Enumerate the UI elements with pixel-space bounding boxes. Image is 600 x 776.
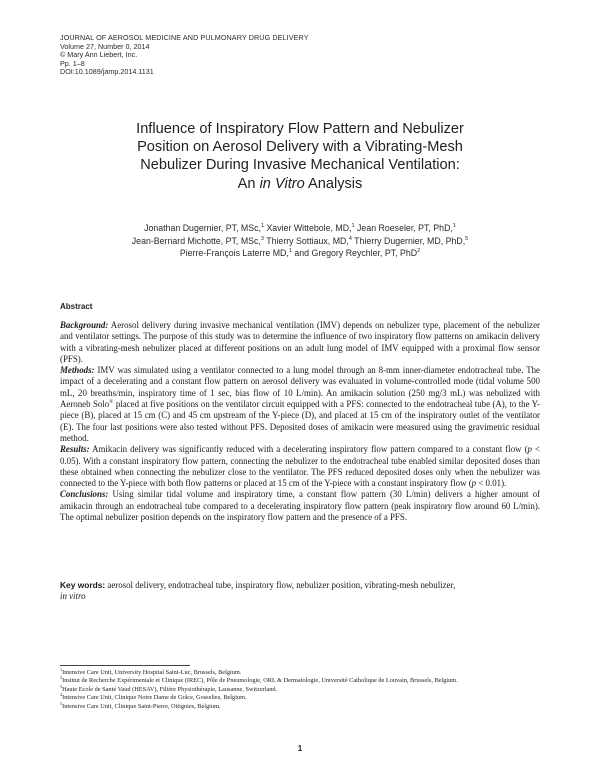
affil-number: 3 — [60, 683, 63, 689]
author: Jean Roeseler, PT, PhD, — [354, 223, 453, 233]
abstract-body — [60, 320, 540, 523]
title-text: An — [237, 175, 260, 192]
affil-mark: 1 — [288, 248, 292, 255]
journal-header — [60, 34, 309, 77]
article-title — [60, 120, 540, 193]
abstract-results — [60, 444, 540, 489]
results-label: Results: — [60, 444, 90, 455]
p-value-symbol: p — [471, 478, 477, 489]
affil-mark: 5 — [465, 235, 469, 242]
results-text: < 0.01). — [476, 478, 507, 489]
affil-mark: 1 — [260, 223, 264, 229]
author-line — [60, 235, 540, 248]
title-line: Influence of Inspiratory Flow Pattern and Nebulizer — [136, 121, 464, 137]
affil-text: Haute Ecole de Santé Vaud (HESAV), Filière Physiothérapie, Lausanne, Switzerland. — [62, 685, 278, 693]
abstract-methods — [60, 365, 540, 444]
keywords-label: Key words: — [60, 580, 106, 590]
affiliation — [60, 694, 540, 702]
affiliation — [60, 677, 540, 685]
methods-text: IMV was simulated using a ventilator connected to a lung model through an 8-mm inner-diameter endotracheal tube. The impact of a decelerating and a constant flow pattern on aerosol delivery was evaluated in volume-controlled mode (tidal volume 500 mL, 20 breaths/min, inspiratory time of 1 sec, bias flow of 10 L/min). An amikacin solution (250 mg/3 mL) was nebulized with Aeroneb Solo — [60, 365, 540, 410]
affiliation — [60, 700, 540, 711]
results-text: < 0.05). With a constant inspiratory flow pattern, connecting the nebulizer to the endotracheal tube enabled similar deposited doses than these obtained when connecting the nebulizer close to the ventilator. The PFS reduced deposited doses only when the nebulizer was connected to the Y-piece with both flow patterns or placed at 15 cm of the Y-piece with a constant inspiratory flow ( — [60, 444, 540, 489]
affil-mark: 4 — [348, 235, 352, 242]
p-value-symbol: p — [527, 444, 532, 455]
affil-mark: 1 — [452, 223, 456, 229]
abstract-heading: Abstract — [60, 302, 93, 311]
affil-mark: 2 — [417, 248, 421, 255]
title-line: Position on Aerosol Delivery with a Vibrating-Mesh — [137, 139, 463, 156]
author: Thierry Sottiaux, MD, — [263, 235, 349, 246]
affil-number: 2 — [60, 675, 63, 681]
abstract-conclusions — [60, 489, 540, 523]
title-line — [60, 175, 540, 193]
author-line — [60, 247, 540, 260]
author: Xavier Wittebole, MD, — [264, 223, 352, 233]
methods-label: Methods: — [60, 365, 95, 376]
page-number: 1 — [297, 744, 303, 753]
affil-text: Intensive Care Unit, Clinique Saint-Pierre, Ottignies, Belgium. — [62, 702, 221, 710]
journal-copyright: © Mary Ann Liebert, Inc. — [60, 50, 138, 60]
title-line: Nebulizer During Invasive Mechanical Ventilation: — [140, 157, 460, 174]
conclusions-label: Conclusions: — [60, 489, 109, 500]
title-text: Analysis — [304, 175, 363, 192]
author: and Gregory Reychler, PT, PhD — [291, 248, 418, 259]
author: Thierry Dugernier, MD, PhD, — [351, 235, 466, 246]
registered-mark: ® — [109, 399, 114, 406]
abstract-background — [60, 320, 540, 365]
journal-volume: Volume 27, Number 0, 2014 — [60, 41, 150, 51]
journal-name: JOURNAL OF AEROSOL MEDICINE AND PULMONARY DRUG DELIVERY — [60, 33, 309, 42]
author: Jonathan Dugernier, PT, MSc, — [144, 223, 261, 233]
conclusions-text: Using similar tidal volume and inspiratory time, a constant flow pattern (30 L/min) delivers a higher amount of amikacin through an endotracheal tube compared to a decelerating inspiratory flow pattern (peak inspiratory flow around 60 L/min). The optimal nebulizer position depends on the inspiratory flow pattern and the presence of a PFS. — [60, 489, 540, 523]
affiliations — [60, 669, 540, 711]
affil-text: Intensive Care Unit, Clinique Notre Dame de Grâce, Gosselies, Belgium. — [62, 694, 247, 702]
footnote-divider — [60, 665, 190, 666]
affil-mark: 1 — [351, 223, 355, 229]
journal-pages: Pp. 1–8 — [60, 58, 85, 68]
background-text: Aerosol delivery during invasive mechanical ventilation (IMV) depends on nebulizer type, placement of the nebulizer and ventilator settings. The purpose of this study was to determine the influence of two inspiratory flow patterns on amikacin delivery with a vibrating-mesh nebulizer placed at different positions on an adult lung model of IMV equipped with a proximal flow sensor (PFS). — [60, 320, 540, 364]
title-italic: in Vitro — [259, 175, 305, 192]
affil-text: Intensive Care Unit, University Hospital Saint-Luc, Brussels, Belgium. — [62, 669, 242, 676]
keywords-text: aerosol delivery, endotracheal tube, inspiratory flow, nebulizer position, vibrating-mesh nebulizer, — [105, 580, 456, 590]
author: Jean-Bernard Michotte, PT, MSc, — [131, 235, 261, 246]
author-line — [60, 222, 540, 235]
affil-text: Institut de Recherche Expérimentale et Clinique (IREC), Pôle de Pneumologie, ORL & Dermatologie, Université Catholique de Louvain, Brussels, Belgium. — [62, 677, 458, 685]
affil-mark: 3 — [260, 235, 264, 242]
affil-number: 5 — [60, 700, 63, 706]
author: Pierre-François Laterre MD, — [179, 248, 289, 259]
results-text: Amikacin delivery was significantly reduced with a decelerating inspiratory flow pattern compared to a constant flow ( — [89, 444, 528, 455]
keywords — [60, 580, 540, 603]
journal-doi[interactable]: DOI:10.1089/jamp.2014.1131 — [60, 67, 154, 77]
methods-text: placed at five positions on the ventilator circuit equipped with a PFS: connected to the endotracheal tube (A), to the Y-piece (B), placed at 15 cm (C) and 45 cm upstream of the Y-piece (D), and placed at 15 cm of the inspiratory outlet of the ventilator (E). The four last positions were also tested without PFS. Deposited doses of amikacin were measured using the gravimetric residual method. — [60, 399, 540, 443]
affil-number: 1 — [60, 667, 63, 672]
background-label: Background: — [60, 320, 109, 330]
affil-number: 4 — [60, 692, 63, 698]
keywords-italic: in vitro — [60, 591, 86, 602]
affiliation — [60, 683, 540, 694]
author-list — [60, 222, 540, 260]
